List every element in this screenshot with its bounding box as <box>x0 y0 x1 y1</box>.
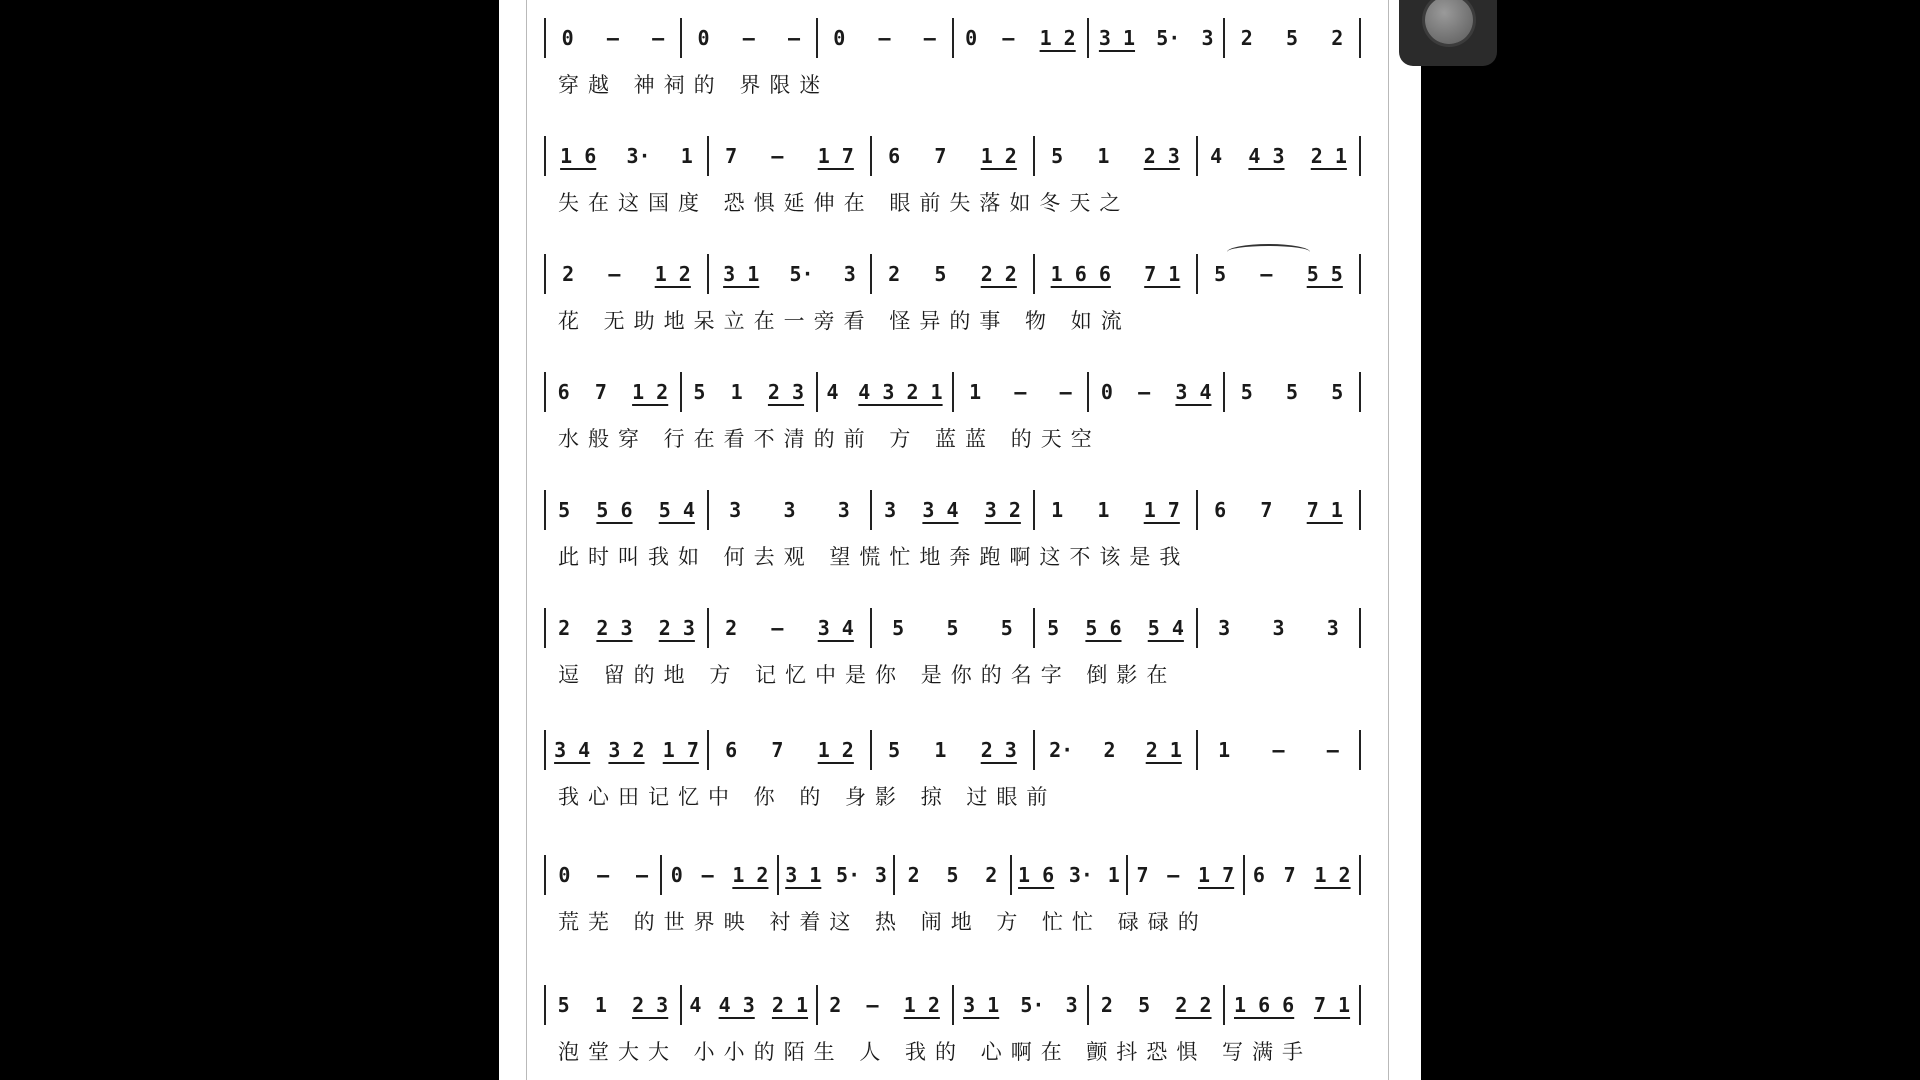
hold-dash: – <box>606 26 619 50</box>
music-system <box>499 855 1421 955</box>
note-group: 1 2 <box>1039 26 1076 50</box>
hold-dash: – <box>1326 738 1339 762</box>
music-system <box>499 136 1421 236</box>
note-group: 5 <box>693 380 706 404</box>
note-group: 5 <box>1047 616 1060 640</box>
note-group: 3 1 <box>785 863 822 887</box>
hold-dash: – <box>1138 380 1151 404</box>
hold-dash: – <box>1167 863 1180 887</box>
note-group: 1 2 <box>903 993 940 1017</box>
note-group: 5 6 <box>596 498 633 522</box>
note-group: 5 <box>1000 616 1013 640</box>
note-group: 2 <box>907 863 920 887</box>
note-group: 1 2 <box>980 144 1017 168</box>
measure <box>545 985 681 1025</box>
measure <box>661 855 777 895</box>
note-group: 0 <box>1100 380 1113 404</box>
note-group: 5 <box>1240 380 1253 404</box>
notation-row <box>499 254 1421 294</box>
lyrics-row <box>557 654 1348 694</box>
note-group: 3 1 <box>1098 26 1136 50</box>
note-group: 1 7 <box>662 738 699 762</box>
hold-dash: – <box>878 26 891 50</box>
measure <box>681 18 817 58</box>
measure <box>1088 985 1224 1025</box>
note-group: 1 7 <box>817 144 854 168</box>
note-group: 0 <box>561 26 574 50</box>
note-group: 3 4 <box>554 738 591 762</box>
note-group: 5 <box>1331 380 1344 404</box>
note-group: 7 <box>1283 863 1296 887</box>
note-group: 3 <box>884 498 897 522</box>
measure <box>952 18 1088 58</box>
note-group: 5· <box>1020 993 1045 1017</box>
note-group: 4 3 2 1 <box>858 380 943 404</box>
note-group: 5 4 <box>658 498 695 522</box>
measure <box>545 254 708 294</box>
note-group: 4 3 <box>718 993 755 1017</box>
hold-dash: – <box>1260 262 1273 286</box>
note-group: 6 <box>725 738 738 762</box>
lyrics-row <box>557 776 1348 816</box>
measure <box>1197 254 1360 294</box>
slur-mark <box>1227 244 1310 260</box>
note-group: 2 <box>1103 738 1116 762</box>
note-group: 5 <box>558 498 571 522</box>
note-group: 3 4 <box>922 498 959 522</box>
measure <box>1224 372 1360 412</box>
note-group: 3 <box>843 262 856 286</box>
hold-dash: – <box>652 26 665 50</box>
measure <box>1034 254 1197 294</box>
hold-dash: – <box>608 262 621 286</box>
note-group: 2 1 <box>1310 144 1347 168</box>
sheet-music-page <box>499 0 1421 1080</box>
note-group: 5· <box>789 262 814 286</box>
measure <box>1197 608 1360 648</box>
note-group: 5 <box>557 993 570 1017</box>
note-group: 2 3 <box>767 380 805 404</box>
note-group: 6 <box>1214 498 1227 522</box>
note-group: 6 <box>1252 863 1265 887</box>
note-group: 3 1 <box>963 993 1000 1017</box>
measure <box>545 490 708 530</box>
note-group: 7 1 <box>1313 993 1351 1017</box>
note-group: 2 3 <box>658 616 695 640</box>
measure <box>1088 372 1224 412</box>
measure <box>871 490 1034 530</box>
lyric-text: 逗 留的地 方 记忆中是你 是你的名字 倒影在 <box>558 663 1177 687</box>
note-group: 6 <box>888 144 901 168</box>
note-group: 1 2 <box>1314 863 1351 887</box>
hold-dash: – <box>866 993 879 1017</box>
note-group: 5 6 <box>1085 616 1122 640</box>
music-system <box>499 730 1421 830</box>
note-group: 7 1 <box>1306 498 1343 522</box>
note-group: 1 <box>1097 498 1110 522</box>
measure <box>817 985 953 1025</box>
hold-dash: – <box>701 863 714 887</box>
lyric-text: 荒芜 的世界映 衬着这 热 闹地 方 忙忙 碌碌的 <box>558 910 1208 934</box>
measure <box>545 372 681 412</box>
note-group: 3 <box>874 863 887 887</box>
measure <box>817 18 953 58</box>
note-group: 3 1 <box>723 262 760 286</box>
assistive-touch-knob-icon <box>1425 0 1473 44</box>
note-group: 3 <box>1272 616 1285 640</box>
measure <box>708 254 871 294</box>
lyric-text: 我心田记忆中 你 的 身影 掠 过眼前 <box>558 785 1057 809</box>
note-group: 1 <box>969 380 982 404</box>
measure <box>708 490 871 530</box>
note-group: 7 <box>771 738 784 762</box>
measure <box>871 730 1034 770</box>
note-group: 1 <box>934 738 947 762</box>
note-group: 1 <box>1107 863 1120 887</box>
note-group: 3 2 <box>984 498 1021 522</box>
notation-row <box>499 18 1421 58</box>
note-group: 2 <box>1331 26 1344 50</box>
measure <box>545 730 708 770</box>
lyric-text: 泡堂大大 小小的陌生 人 我的 心啊在 颤抖恐惧 写满手 <box>558 1040 1313 1064</box>
note-group: 3 <box>1065 993 1078 1017</box>
note-group: 5· <box>1156 26 1181 50</box>
measure <box>894 855 1010 895</box>
measure <box>1127 855 1243 895</box>
measure <box>1034 608 1197 648</box>
hold-dash: – <box>635 863 649 887</box>
note-group: 5 <box>934 262 947 286</box>
note-group: 2 3 <box>596 616 633 640</box>
lyrics-row <box>557 64 1348 104</box>
measure <box>545 18 681 58</box>
hold-dash: – <box>1272 738 1285 762</box>
note-group: 3 <box>1218 616 1231 640</box>
note-group: 5 <box>1138 993 1151 1017</box>
measure <box>871 254 1034 294</box>
note-group: 1 <box>680 144 693 168</box>
hold-dash: – <box>787 26 801 50</box>
note-group: 5 <box>946 863 959 887</box>
note-group: 1 6 <box>1018 863 1055 887</box>
hold-dash: – <box>771 616 784 640</box>
measure <box>1034 730 1197 770</box>
note-group: 7 <box>1136 863 1149 887</box>
note-group: 1 2 <box>732 863 769 887</box>
note-group: 1 6 6 <box>1234 993 1295 1017</box>
music-system <box>499 18 1421 118</box>
measure <box>1244 855 1360 895</box>
lyrics-row <box>557 418 1348 458</box>
note-group: 6 <box>557 380 570 404</box>
note-group: 2 3 <box>632 993 669 1017</box>
measure <box>1197 490 1360 530</box>
music-system <box>499 490 1421 590</box>
music-system <box>499 254 1421 354</box>
note-group: 5 4 <box>1147 616 1184 640</box>
measure <box>1197 730 1360 770</box>
lyric-text: 花 无助地呆立在一旁看 怪异的事 物 如流 <box>558 309 1131 333</box>
note-group: 2 1 <box>771 993 809 1017</box>
measure <box>681 985 817 1025</box>
lyrics-row <box>557 536 1348 576</box>
measure <box>545 136 708 176</box>
notation-row <box>499 730 1421 770</box>
measure <box>545 855 661 895</box>
note-group: 0 <box>833 26 846 50</box>
note-group: 1 7 <box>1143 498 1180 522</box>
note-group: 5 <box>1051 144 1064 168</box>
lyrics-row <box>557 901 1348 941</box>
hold-dash: – <box>1059 380 1072 404</box>
note-group: 3 <box>729 498 742 522</box>
measure <box>952 372 1088 412</box>
note-group: 1 7 <box>1198 863 1235 887</box>
note-group: 2 <box>1240 26 1253 50</box>
note-group: 7 <box>594 380 607 404</box>
note-group: 1 <box>594 993 607 1017</box>
note-group: 5 <box>946 616 959 640</box>
hold-dash: – <box>742 26 755 50</box>
lyric-text: 穿越 神祠的 界限迷 <box>558 73 830 97</box>
hold-dash: – <box>771 144 784 168</box>
hold-dash: – <box>923 26 936 50</box>
notation-row <box>499 608 1421 648</box>
measure <box>1011 855 1127 895</box>
note-group: 5 <box>892 616 905 640</box>
note-group: 2 <box>829 993 842 1017</box>
hold-dash: – <box>1014 380 1027 404</box>
measure <box>1034 490 1197 530</box>
lyrics-row <box>557 300 1348 340</box>
note-group: 1 2 <box>817 738 854 762</box>
measure <box>545 608 708 648</box>
measure <box>871 608 1034 648</box>
note-group: 5 5 <box>1306 262 1343 286</box>
note-group: 3 2 <box>608 738 645 762</box>
measure <box>952 985 1088 1025</box>
measure <box>1197 136 1360 176</box>
note-group: 0 <box>697 26 710 50</box>
notation-row <box>499 855 1421 895</box>
measure <box>708 136 871 176</box>
note-group: 1 6 <box>560 144 597 168</box>
notation-row <box>499 136 1421 176</box>
music-system <box>499 372 1421 472</box>
note-group: 2 <box>725 616 738 640</box>
note-group: 1 <box>1218 738 1231 762</box>
note-group: 3 4 <box>817 616 854 640</box>
note-group: 2 3 <box>980 738 1017 762</box>
measure <box>708 730 871 770</box>
note-group: 3· <box>626 144 651 168</box>
measure <box>1224 985 1360 1025</box>
note-group: 7 <box>934 144 947 168</box>
note-group: 2 <box>562 262 575 286</box>
lyric-text: 失在这国度 恐惧延伸在 眼前失落如冬天之 <box>558 191 1130 215</box>
notation-row <box>499 985 1421 1025</box>
note-group: 2· <box>1049 738 1074 762</box>
note-group: 4 <box>826 380 839 404</box>
note-group: 2 2 <box>980 262 1017 286</box>
note-group: 1 2 <box>654 262 691 286</box>
note-group: 5 <box>1214 262 1227 286</box>
note-group: 5 <box>888 738 901 762</box>
note-group: 1 <box>730 380 743 404</box>
note-group: 5 <box>1286 380 1299 404</box>
note-group: 3 <box>837 498 850 522</box>
note-group: 3· <box>1068 863 1093 887</box>
measure <box>1088 18 1224 58</box>
note-group: 2 2 <box>1175 993 1212 1017</box>
note-group: 4 3 <box>1248 144 1285 168</box>
note-group: 1 2 <box>632 380 669 404</box>
notation-row <box>499 490 1421 530</box>
lyrics-row <box>557 182 1348 222</box>
note-group: 0 <box>965 26 978 50</box>
note-group: 4 <box>1210 144 1223 168</box>
measure <box>778 855 894 895</box>
note-group: 3 4 <box>1175 380 1212 404</box>
hold-dash: – <box>597 863 610 887</box>
measure <box>1034 136 1197 176</box>
music-system <box>499 608 1421 708</box>
lyrics-row <box>557 1031 1348 1071</box>
note-group: 1 <box>1051 498 1064 522</box>
music-system <box>499 985 1421 1080</box>
note-group: 3 <box>783 498 796 522</box>
measure <box>681 372 817 412</box>
note-group: 3 <box>1201 26 1214 50</box>
note-group: 2 3 <box>1143 144 1180 168</box>
measure <box>817 372 953 412</box>
lyric-text: 水般穿 行在看不清的前 方 蓝蓝 的天空 <box>558 427 1101 451</box>
measure <box>871 136 1034 176</box>
note-group: 5 <box>1286 26 1299 50</box>
note-group: 0 <box>558 863 571 887</box>
measure <box>1224 18 1360 58</box>
note-group: 4 <box>689 993 702 1017</box>
note-group: 1 6 6 <box>1050 262 1111 286</box>
note-group: 0 <box>670 863 683 887</box>
note-group: 2 <box>558 616 571 640</box>
note-group: 7 1 <box>1144 262 1181 286</box>
note-group: 5· <box>836 863 861 887</box>
note-group: 2 <box>1100 993 1113 1017</box>
note-group: 7 <box>1260 498 1273 522</box>
lyric-text: 此时叫我如 何去观 望慌忙地奔跑啊这不该是我 <box>558 545 1190 569</box>
assistive-touch-button[interactable] <box>1399 0 1497 66</box>
measure <box>708 608 871 648</box>
note-group: 7 <box>725 144 738 168</box>
note-group: 2 1 <box>1145 738 1182 762</box>
note-group: 2 <box>985 863 998 887</box>
hold-dash: – <box>1002 26 1015 50</box>
note-group: 3 <box>1326 616 1339 640</box>
note-group: 2 <box>888 262 901 286</box>
note-group: 1 <box>1097 144 1110 168</box>
notation-row <box>499 372 1421 412</box>
